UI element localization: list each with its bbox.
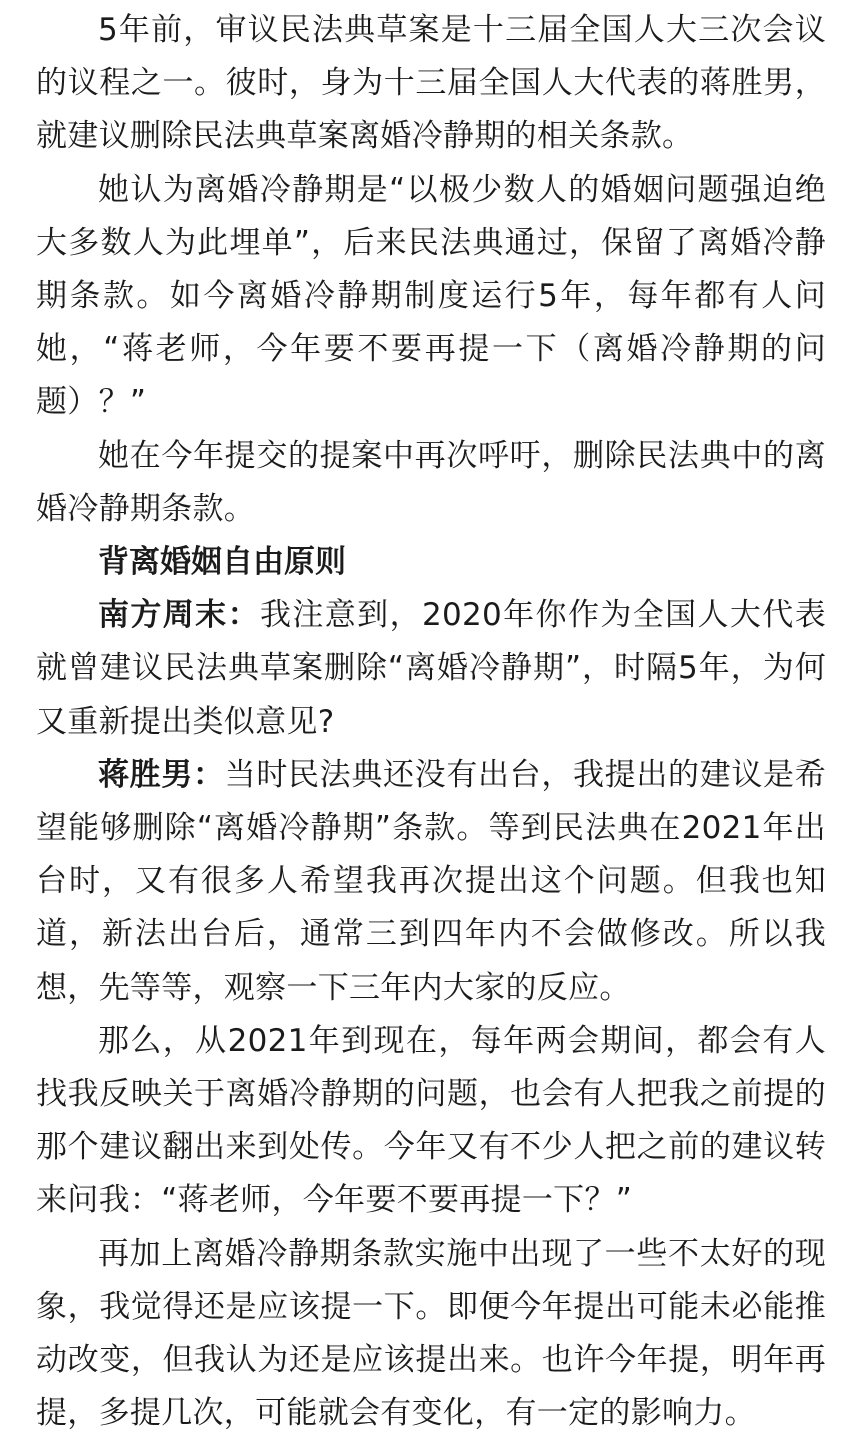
paragraph: 她在今年提交的提案中再次呼吁，删除民法典中的离婚冷静期条款。 — [36, 437, 826, 527]
paragraph: 5年前，审议民法典草案是十三届全国人大三次会议的议程之一。彼时，身为十三届全国人大代表的蒋胜男，就建议删除民法典草案离婚冷静期的相关条款。 — [36, 12, 826, 155]
speaker-label: 南方周末： — [98, 597, 260, 634]
question-text: 我注意到，2020年你作为全国人大代表就曾建议民法典草案删除“离婚冷静期”，时隔5年，为何又重新提出类似意见? — [36, 597, 827, 740]
answer-text: 当时民法典还没有出台，我提出的建议是希望能够删除“离婚冷静期”条款。等到民法典在2021年出台时，又有很多人希望我再次提出这个问题。但我也知道，新法出台后，通常三到四年内不会做修改。所以我想，先等等，观察一下三年内大家的反应。 — [36, 756, 826, 1006]
paragraph: 她认为离婚冷静期是“以极少数人的婚姻问题强迫绝大多数人为此埋单”，后来民法典通过，保留了离婚冷静期条款。如今离婚冷静期制度运行5年，每年都有人问她，“蒋老师，今年要不要再提一下（离婚冷静期的问题）？” — [36, 171, 826, 421]
answer-paragraph — [36, 749, 826, 1015]
paragraph: 再加上离婚冷静期条款实施中出现了一些不太好的现象，我觉得还是应该提一下。即便今年提出可能未必能推动改变，但我认为还是应该提出来。也许今年提，明年再提，多提几次，可能就会有变化，有一定的影响力。 — [36, 1235, 826, 1432]
speaker-label: 蒋胜男： — [98, 756, 225, 793]
question-paragraph — [36, 589, 826, 749]
article-body — [36, 4, 826, 1440]
paragraph: 那么，从2021年到现在，每年两会期间，都会有人找我反映关于离婚冷静期的问题，也会有人把我之前提的那个建议翻出来到处传。今年又有不少人把之前的建议转来问我：“蒋老师，今年要不要再提一下？” — [36, 1022, 826, 1219]
section-heading: 背离婚姻自由原则 — [98, 544, 346, 581]
